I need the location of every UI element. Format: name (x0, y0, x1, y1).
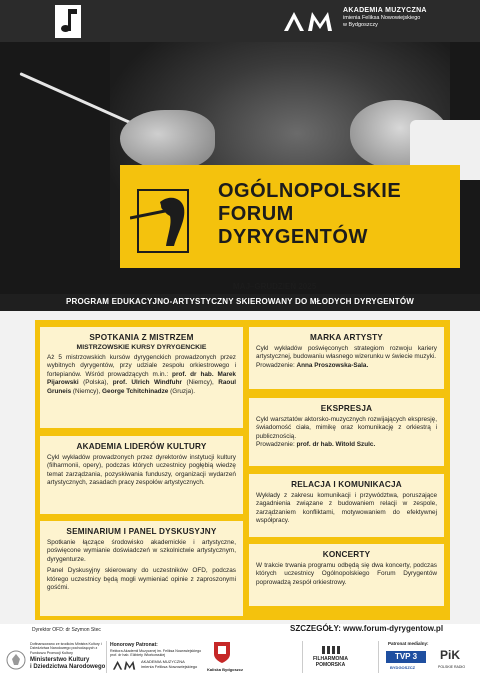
card-text: Panel Dyskusyjny skierowany do uczestników OFD, podczas którego uczestnicy będą mogli wymieniać opinie z zaproszonymi gośćmi. (47, 567, 236, 592)
card-title: MARKA ARTYSTY (310, 333, 383, 342)
patronage-label: Honorowy Patronat: (110, 642, 158, 648)
card-spotkania: SPOTKANIA Z MISTRZEM MISTRZOWSKIE KURSY DYRYGENCKIE Aż 5 mistrzowskich kursów dyrygenckich prowadzonych przez wybitnych dyrygentów, przy udziale zespołu orkiestrowego i fortepianów. Wśród prowadzących m.in.: prof. dr hab. Marek Pijarowski (Polska), prof. Ulrich Windfuhr (Niemcy), Raoul Gruneis (Niemcy), George Tchitchinadze (Gruzja). (40, 327, 243, 428)
pik-logo-icon: PiK (440, 648, 461, 662)
card-ekspresja: EKSPRESJA Cykl warsztatów aktorsko-muzycznych rozwijających ekspresję, świadomość ciała, mimikę oraz komunikację z orkiestrą i publicznością. Prowadzenie: prof. dr hab. Witold Szulc. (249, 398, 444, 466)
academy-logo-icon (282, 10, 338, 32)
card-marka: MARKA ARTYSTY Cykl wykładów poświęconych strategiom rozwoju kariery artystycznej, budowaniu własnego wizerunku w świecie muzyki. Prowadzenie: Anna Proszowska-Sala. (249, 327, 444, 389)
details-link[interactable]: SZCZEGÓŁY: www.forum-dyrygentow.pl (290, 624, 444, 633)
media-patronage-label: Patronat medialny: (388, 641, 429, 646)
subtitle-bar (0, 294, 480, 311)
conductor-emblem-icon (130, 180, 195, 260)
philharmonic-name: FILHARMONIA POMORSKA (313, 656, 348, 668)
philharmonic-logo-icon (322, 646, 342, 654)
tvp-logo-icon: TVP 3 (386, 651, 426, 663)
ministry-name: Ministerstwo Kultury i Dziedzictwa Narodowego (30, 657, 106, 670)
card-subtitle: MISTRZOWSKIE KURSY DYRYGENCKIE (76, 344, 207, 351)
card-title: SEMINARIUM I PANEL DYSKUSYJNY (66, 527, 217, 536)
card-title: AKADEMIA LIDERÓW KULTURY (76, 442, 207, 451)
card-text: Wykłady z zakresu komunikacji i przywództwa, poruszające zagadnienia związane z budowaniem relacji w zespole, zarządzaniem konfliktami, motywowaniem do efektywnej współpracy. (256, 492, 437, 525)
card-text: Cykl wykładów prowadzonych przez dyrektorów instytucji kultury (filharmonii, opery), podczas których uczestnicy pogłębią wiedzę temat zarządzania, pozyskiwania funduszy, organizacji wydarzeń artystycznych, zasadach pracy zespołów artystycznych. (47, 454, 236, 487)
card-relacja (249, 474, 444, 537)
forum-logo-icon (55, 5, 81, 38)
pik-sub: POLSKIE RADIO (438, 665, 466, 669)
forum-dates: MAJ–GRUDZIEŃ 2025 (233, 282, 317, 291)
card-title: EKSPRESJA (320, 404, 373, 413)
program-subtitle: PROGRAM EDUKACYJNO-ARTYSTYCZNY SKIEROWANY DO MŁODYCH DYRYGENTÓW (65, 297, 415, 306)
academy-footer-name: AKADEMIA MUZYCZNA imienia Feliksa Nowowiejskiego (141, 659, 198, 669)
funding-note: Dofinansowano ze środków Ministra Kultury i Dziedzictwa Narodowego pochodzących z Funduszu Promocji Kultury (30, 642, 102, 655)
eagle-emblem-icon (6, 650, 26, 670)
academy-name: AKADEMIA MUZYCZNA imienia Feliksa Nowowiejskiego w Bydgoszczy (343, 7, 427, 28)
card-seminarium (40, 521, 243, 616)
card-title: SPOTKANIA Z MISTRZEM (89, 333, 194, 342)
academy-footer-logo-icon (112, 659, 138, 671)
tvp-city: BYDGOSZCZ (390, 665, 416, 670)
card-akademia (40, 436, 243, 514)
card-title: KONCERTY (322, 550, 371, 559)
top-bar (0, 0, 480, 42)
card-koncerty (249, 544, 444, 606)
patronage-text: Rektora Akademii Muzycznej im. Feliksa Nowowiejskiego prof. dr hab. Elżbiety Wtorkowskiej (110, 649, 202, 658)
conductor-hand-left (120, 110, 215, 170)
city-crest-icon (213, 640, 231, 664)
card-text: Spotkanie łączące środowisko akademickie i artystyczne, poświęcone wymianie doświadczeń w szkolnictwie artystycznym, dyrygenturze. (47, 539, 236, 563)
director-credit: Dyrektor OFD: dr Szymon Stec (32, 627, 101, 633)
card-title: RELACJA I KOMUNIKACJA (291, 480, 402, 489)
city-label: Kaliska Bydgoszcz (207, 667, 244, 672)
card-text: W trakcie trwania programu odbędą się dwa koncerty, podczas których uczestnicy Ogólnopolskiego Forum Dyrygentów poprowadzą zespół orkiestrowy. (256, 562, 437, 586)
forum-title: OGÓLNOPOLSKIE FORUM DYRYGENTÓW (218, 180, 402, 248)
